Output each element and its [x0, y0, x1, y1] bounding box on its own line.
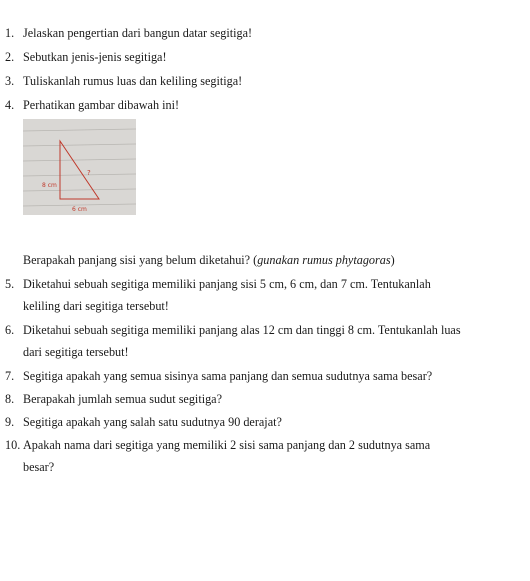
question-text: Tuliskanlah rumus luas dan keliling segitiga! — [23, 74, 243, 88]
question-number: 2. — [5, 50, 15, 64]
followup-close: ) — [390, 253, 395, 267]
question-number: 1. — [5, 26, 15, 40]
question-text: Berapakah jumlah semua sudut segitiga? — [23, 392, 223, 406]
question-number: 8. — [5, 392, 15, 406]
question-10 — [5, 434, 524, 478]
question-number: 4. — [5, 98, 15, 112]
question-text-continued: dari segitiga tersebut! — [23, 345, 129, 359]
side-label: 8 cm — [42, 182, 57, 189]
question-text-continued: besar? — [23, 460, 55, 474]
triangle-photo — [23, 119, 136, 215]
question-4 — [5, 94, 524, 116]
question-text: Diketahui sebuah segitiga memiliki panjang sisi 5 cm, 6 cm, dan 7 cm. Tentukanlah — [23, 277, 431, 291]
question-number: 7. — [5, 369, 15, 383]
question-text: Sebutkan jenis-jenis segitiga! — [23, 50, 167, 64]
followup-text: Berapakah panjang sisi yang belum diketahui? ( — [23, 253, 258, 267]
question-number: 5. — [5, 277, 15, 291]
question-number: 10. — [5, 438, 21, 452]
question-7 — [5, 365, 524, 387]
triangle-figure — [23, 119, 136, 215]
question-number: 6. — [5, 323, 15, 337]
question-8 — [5, 388, 524, 410]
question-text: Jelaskan pengertian dari bangun datar segitiga! — [23, 26, 253, 40]
question-2 — [5, 46, 524, 68]
question-6 — [5, 319, 524, 363]
question-number: 9. — [5, 415, 15, 429]
question-number: 3. — [5, 74, 15, 88]
hypotenuse-label: ? — [87, 169, 91, 177]
question-text: Perhatikan gambar dibawah ini! — [23, 98, 180, 112]
question-4-followup — [23, 249, 395, 271]
question-1 — [5, 22, 524, 44]
question-text: Segitiga apakah yang salah satu sudutnya 90 derajat? — [23, 415, 282, 429]
followup-hint: gunakan rumus phytagoras — [257, 253, 391, 267]
question-text-continued: keliling dari segitiga tersebut! — [23, 299, 169, 313]
question-9 — [5, 411, 524, 433]
question-text: Diketahui sebuah segitiga memiliki panjang alas 12 cm dan tinggi 8 cm. Tentukanlah luas — [23, 323, 461, 337]
question-text: Apakah nama dari segitiga yang memiliki 2 sisi sama panjang dan 2 sudutnya sama — [23, 438, 431, 452]
question-text: Segitiga apakah yang semua sisinya sama panjang dan semua sudutnya sama besar? — [23, 369, 433, 383]
question-3 — [5, 70, 524, 92]
question-5 — [5, 273, 524, 317]
base-label: 6 cm — [72, 206, 87, 213]
